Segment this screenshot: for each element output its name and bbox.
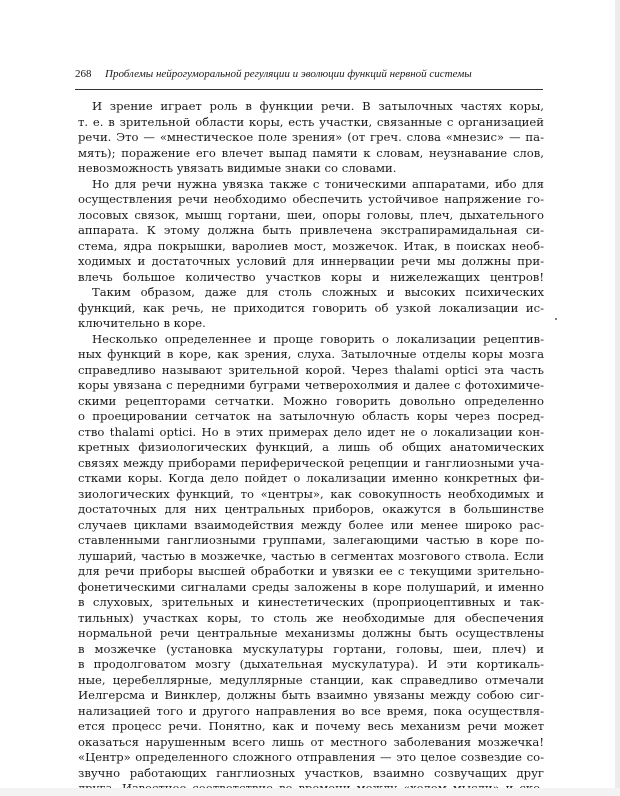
text-line: аппарата. К этому должна быть привлечена экстрапирамидальная си- (78, 223, 544, 237)
text-line: кретных физиологических функций, а лишь об общих анатомических (78, 440, 544, 454)
scan-bottom-edge (0, 788, 620, 796)
text-line: Иелгерсма и Винклер, должны быть взаимно увязаны между собою сиг- (78, 688, 544, 702)
text-line: ство thalami optici. Но в этих примерах дело идет не о локализации кон- (78, 424, 544, 439)
text-line: случаев циклами взаимодействия между более или менее широко рас- (78, 517, 544, 532)
text-line: в мозжечке (установка мускулатуры гортани, головы, шеи, плеч) и (78, 641, 544, 656)
text-line: т. е. в зрительной области коры, есть участки, связанные с организацией (78, 114, 544, 129)
text-line: ходимых и достаточных условий для иннервации речи мы должны при- (78, 254, 544, 268)
page-header (75, 68, 545, 86)
text-line: нализацией того и другого направления во все время, пока осуществля- (78, 703, 544, 718)
text-line: достаточных для них центральных приборов, окажутся в большинстве (78, 502, 544, 516)
text-line: стема, ядра покрышки, варолиев мост, мозжечок. Итак, в поисках необ- (78, 238, 544, 253)
text-line: ных функций в коре, как зрения, слуха. Затылочные отделы коры мозга (78, 347, 544, 361)
body-text (78, 99, 544, 796)
text-line: «Центр» определенного сложного отправления — это целое созвездие со- (78, 750, 544, 764)
text-line: И зрение играет роль в функции речи. В затылочных частях коры, (92, 99, 544, 113)
text-line: Несколько определеннее и проще говорить о локализации рецептив- (92, 331, 544, 346)
text-line: влечь большое количество участков коры и нижележащих центров! (78, 269, 544, 284)
text-line: в продолговатом мозгу (дыхательная мускулатура). И эти кортикаль- (78, 657, 544, 671)
text-line: Таким образом, даже для столь сложных и высоких психических (92, 285, 544, 299)
text-line: в слуховых, зрительных и кинестетических (проприоцептивных и так- (78, 595, 544, 609)
text-line: мять); поражение его влечет выпад памяти к словам, неузнавание слов, (78, 145, 544, 160)
text-line: зиологических функций, то «центры», как совокупность необходимых и (78, 486, 544, 501)
text-line: коры увязана с передними буграми четверохолмия и далее с фотохимиче- (78, 378, 544, 392)
text-line: лушарий, частью в мозжечке, частью в сегментах мозгового ствола. Если (78, 548, 544, 563)
text-line: звучно работающих ганглиозных участков, взаимно созвучащих друг (78, 765, 544, 780)
running-title: Проблемы нейрогуморальной регуляции и эволюции функций нервной системы (105, 68, 472, 80)
text-line: оказаться нарушенным всего лишь от местного заболевания мозжечка! (78, 734, 544, 749)
scan-speck (555, 318, 557, 320)
text-line: ется процесс речи. Понятно, как и почему весь механизм речи может (78, 719, 544, 733)
header-rule (75, 89, 543, 90)
text-line: связях между приборами периферической рецепции и ганглиозными уча- (78, 455, 544, 470)
text-line: функций, как речь, не приходится говорить об узкой локализации ис- (78, 300, 544, 315)
text-line: тильных) участках коры, то столь же необходимые для обеспечения (78, 610, 544, 625)
text-line: Но для речи нужна увязка также с тоническими аппаратами, ибо для (92, 176, 544, 191)
text-line: ключительно в коре. (78, 316, 206, 330)
text-line: осуществления речи необходимо обеспечить устойчивое напряжение го- (78, 192, 544, 206)
text-line: скими рецепторами сетчатки. Можно говорить довольно определенно (78, 393, 544, 408)
page-number: 268 (75, 68, 92, 80)
text-line: ставленными ганглиозными группами, залегающими частью в коре по- (78, 533, 544, 547)
text-line: для речи приборы высшей обработки и увязки ее с текущими зрительно- (78, 564, 544, 578)
text-line: фонетическими сигналами среды заложены в коре полушарий, и именно (78, 579, 544, 594)
text-line: речи. Это — «мнестическое поле зрения» (от греч. слова «мнезис» — па- (78, 130, 544, 144)
text-line: лосовых связок, мышц гортани, шеи, опоры головы, плеч, дыхательного (78, 207, 544, 222)
text-line: стками коры. Когда дело пойдет о локализации именно конкретных фи- (78, 471, 544, 485)
text-line: нормальной речи центральные механизмы должны быть осуществлены (78, 626, 544, 640)
text-line: ные, церебеллярные, медуллярные станции, как справедливо отмечали (78, 672, 544, 687)
scan-right-edge (615, 0, 620, 796)
text-line: справедливо называют зрительной корой. Через thalami optici эта часть (78, 362, 544, 377)
text-line: о проецировании сетчаток на затылочную область коры через посред- (78, 409, 544, 423)
text-line: невозможность увязать видимые знаки со словами. (78, 161, 397, 175)
